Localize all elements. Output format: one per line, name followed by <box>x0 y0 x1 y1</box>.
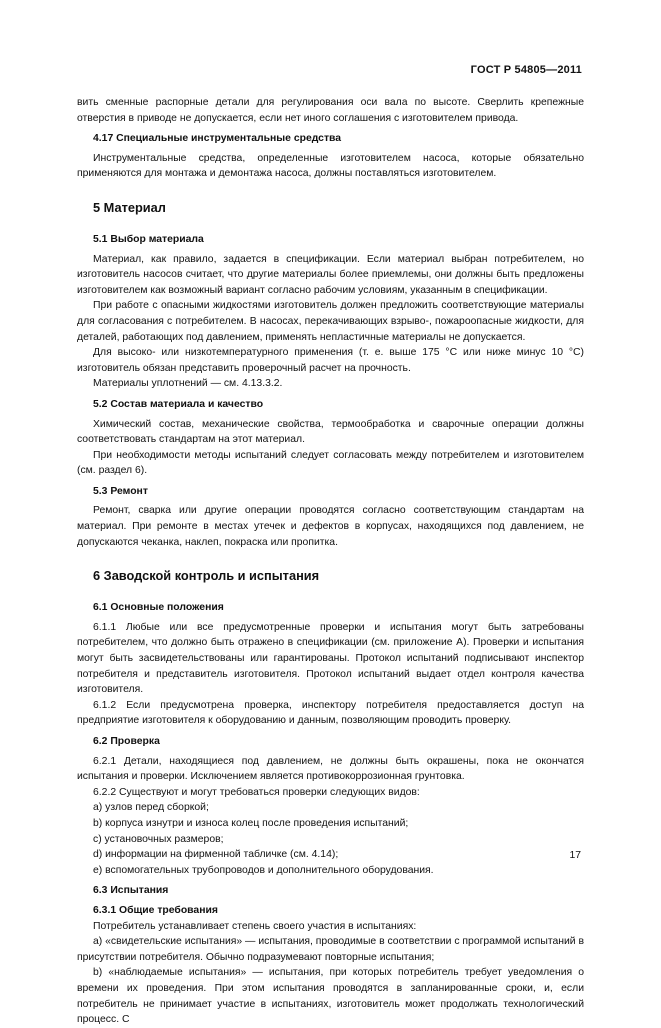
clause-6-1-1: 6.1.1 Любые или все предусмотренные проверки и испытания могут быть затребованы потребителем, что должно быть отражено в спецификации (см. приложение А). Проверки и испытания могут быть засвидетельствованы или гарантированы. Протокол испытаний подписывают инспектор потребителя и представитель изготовителя. Протокол испытаний выдает отдел контроля качества изготовителя. <box>77 621 584 696</box>
section-5-2-paragraph-2: При необходимости методы испытаний следует согласовать между потребителем и изготовителем (см. раздел 6). <box>77 449 584 477</box>
section-5-1-paragraph-2: При работе с опасными жидкостями изготовитель должен предложить соответствующие материалы для согласования с потребителем. В насосах, перекачивающих взрыво-, пожароопасные жидкости, для деталей, работающих под давлением, применять непластичные материалы не допускается. <box>77 300 584 343</box>
list-item-a: а) «свидетельские испытания» — испытания, проводимые в соответствии с программой испытаний в присутствии потребителя. Обычно подразумевают повторные испытания; <box>77 936 584 963</box>
document-code-header: ГОСТ Р 54805—2011 <box>470 64 582 76</box>
section-4-17-paragraph: Инструментальные средства, определенные изготовителем насоса, которые обязательно применяются для монтажа и демонтажа насоса, должны поставляться изготовителем. <box>77 152 584 180</box>
section-6-3-1-paragraph: Потребитель устанавливает степень своего участия в испытаниях: <box>93 920 417 932</box>
list-item: b) корпуса изнутри и износа колец после проведения испытаний; <box>93 817 409 829</box>
list-item: с) установочных размеров; <box>93 833 224 845</box>
section-5-2-paragraph-1: Химический состав, механические свойства, термообработка и сварочные операции должны соответствовать стандартам на этот материал. <box>77 418 584 446</box>
clause-6-1-2: 6.1.2 Если предусмотрена проверка, инспектору потребителя предоставляется доступ на предприятие изготовителя к оборудованию и данным, позволяющим проводить проверку. <box>77 699 584 727</box>
section-6-title: 6 Заводской контроль и испытания <box>93 568 320 584</box>
section-6-3-1-title: 6.3.1 Общие требования <box>93 904 218 916</box>
list-item: а) узлов перед сборкой; <box>93 802 209 814</box>
section-5-title: 5 Материал <box>93 199 166 215</box>
section-6-2-title: 6.2 Проверка <box>93 736 160 747</box>
section-5-2-title: 5.2 Состав материала и качество <box>93 398 264 410</box>
list-item: d) информации на фирменной табличке (см. 4.14); <box>93 849 339 861</box>
section-5-1-paragraph-4: Материалы уплотнений — см. 4.13.3.2. <box>93 378 283 390</box>
list-item: е) вспомогательных трубопроводов и дополнительного оборудования. <box>93 864 434 876</box>
section-5-3-paragraph-1: Ремонт, сварка или другие операции проводятся согласно соответствующим стандартам на материал. При ремонте в местах утечек и дефектов в корпусах, находящихся под давлением, не допускаются чеканка, наклеп, покраска или пропитка. <box>77 505 584 548</box>
section-5-1-paragraph-1: Материал, как правило, задается в спецификации. Если материал выбран потребителем, но изготовитель насосов считает, что другие материалы более приемлемы, они должны быть предложены изготовителем как возможный вариант согласно рабочим условиям, указанным в спецификации. <box>77 253 584 296</box>
section-6-3-title: 6.3 Испытания <box>93 885 169 897</box>
list-item-b: b) «наблюдаемые испытания» — испытания, при которых потребитель требует уведомления о времени их проведения. При этом испытания проводятся в запланированные сроки, и, если потребитель не принимает участие в испытаниях, изготовитель может продолжать технологический процесс. С <box>77 967 584 1026</box>
section-6-1-title: 6.1 Основные положения <box>93 602 224 614</box>
continued-paragraph: вить сменные распорные детали для регулирования оси вала по высоте. Сверлить крепежные отверстия в приводе не допускается, если нет иного соглашения с изготовителем привода. <box>77 97 584 124</box>
section-5-1-title: 5.1 Выбор материала <box>93 233 204 245</box>
clause-6-2-2: 6.2.2 Существуют и могут требоваться проверки следующих видов: <box>93 786 420 798</box>
page-number: 17 <box>569 850 581 861</box>
clause-6-2-1: 6.2.1 Детали, находящиеся под давлением, не должны быть окрашены, пока не окончатся испытания и проверки. Исключением является противокоррозионная грунтовка. <box>77 755 584 783</box>
section-5-3-title: 5.3 Ремонт <box>93 485 148 497</box>
section-5-1-paragraph-3: Для высоко- или низкотемпературного применения (т. е. выше 175 °С или ниже минус 10 °С) изготовитель обязан представить проверочный расчет на прочность. <box>77 347 584 374</box>
section-4-17-title: 4.17 Специальные инструментальные средства <box>93 133 342 145</box>
page-content <box>77 95 584 1028</box>
